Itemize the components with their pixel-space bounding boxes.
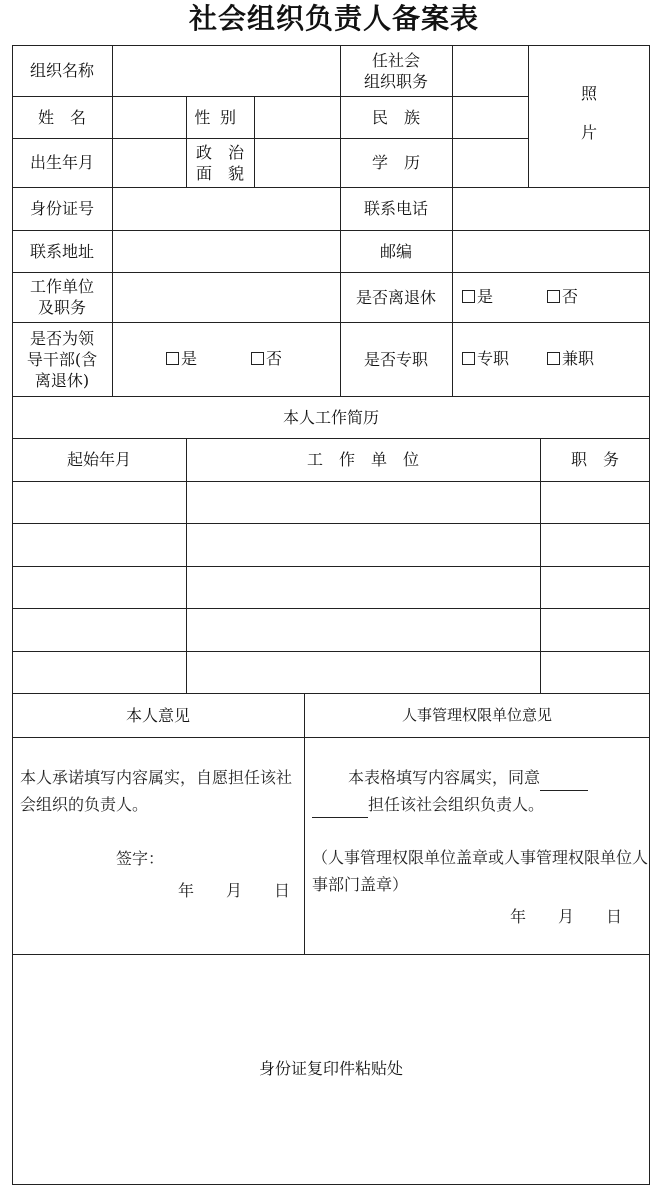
label-fulltime: 是否专职 bbox=[363, 349, 428, 369]
ethnicity-field[interactable] bbox=[452, 96, 528, 138]
label-org-name: 组织名称 bbox=[29, 61, 94, 80]
label-work-unit-line1: 工作单位 bbox=[29, 277, 94, 296]
self-date-label: 年 月 日 bbox=[178, 881, 291, 900]
form-title: 社会组织负责人备案表 bbox=[188, 2, 479, 35]
label-leader-line1: 是否为领 bbox=[29, 328, 94, 348]
agree-blank-1[interactable] bbox=[540, 772, 588, 791]
history-col-unit: 工 作 单 位 bbox=[306, 450, 419, 469]
checkbox-icon bbox=[166, 352, 179, 365]
history-cell-start-3[interactable] bbox=[12, 566, 186, 608]
history-cell-unit-5[interactable] bbox=[186, 651, 540, 693]
label-retired: 是否离退休 bbox=[355, 287, 436, 307]
history-cell-duty-2[interactable] bbox=[540, 523, 650, 566]
label-leader-line3: 离退休) bbox=[34, 370, 90, 390]
leader-yes-option[interactable] bbox=[166, 348, 197, 369]
fulltime-label: 专职 bbox=[477, 349, 510, 368]
history-cell-duty-5[interactable] bbox=[540, 651, 650, 693]
id-copy-area[interactable] bbox=[12, 954, 650, 1185]
label-name: 姓 名 bbox=[37, 107, 86, 127]
label-leader bbox=[12, 322, 112, 396]
gender-field[interactable] bbox=[254, 96, 340, 138]
history-cell-unit-1[interactable] bbox=[186, 481, 540, 523]
history-col-duty: 职 务 bbox=[570, 450, 619, 469]
fulltime-option[interactable] bbox=[462, 348, 509, 369]
label-work-unit-line2: 及职务 bbox=[37, 298, 86, 317]
label-leader-line2: 导干部(含 bbox=[26, 349, 98, 369]
id-number-field[interactable] bbox=[112, 187, 340, 230]
checkbox-icon bbox=[462, 352, 475, 365]
history-cell-duty-1[interactable] bbox=[540, 481, 650, 523]
label-id-number: 身份证号 bbox=[29, 199, 94, 218]
label-birth: 出生年月 bbox=[29, 153, 94, 172]
leader-no-option[interactable] bbox=[251, 348, 282, 369]
label-social-position-line1: 任社会 bbox=[371, 50, 420, 70]
sign-label: 签字： bbox=[116, 849, 165, 868]
agree-blank-2[interactable] bbox=[312, 799, 368, 818]
label-phone: 联系电话 bbox=[363, 199, 428, 218]
retired-yes-option[interactable] bbox=[462, 286, 493, 307]
history-cell-duty-3[interactable] bbox=[540, 566, 650, 608]
history-cell-start-5[interactable] bbox=[12, 651, 186, 693]
label-address: 联系地址 bbox=[29, 241, 94, 261]
label-social-position-line2: 组织职务 bbox=[363, 71, 428, 91]
parttime-option[interactable] bbox=[547, 348, 594, 369]
label-work-unit bbox=[12, 272, 112, 322]
history-cell-unit-4[interactable] bbox=[186, 608, 540, 651]
history-col-start: 起始年月 bbox=[66, 450, 131, 469]
checkbox-icon bbox=[547, 352, 560, 365]
photo-label-2: 片 bbox=[580, 123, 597, 142]
label-education: 学 历 bbox=[371, 153, 420, 172]
history-cell-unit-3[interactable] bbox=[186, 566, 540, 608]
label-social-position bbox=[340, 45, 452, 96]
label-gender bbox=[186, 96, 254, 138]
self-opinion-text: 本人承诺填写内容属实，自愿担任该社会组织的负责人。 bbox=[20, 768, 293, 814]
address-field[interactable] bbox=[112, 230, 340, 272]
leader-no-label: 否 bbox=[266, 349, 283, 368]
label-ethnicity: 民 族 bbox=[371, 107, 420, 127]
retired-no-label: 否 bbox=[562, 287, 579, 306]
leader-yes-label: 是 bbox=[181, 349, 198, 368]
political-field[interactable] bbox=[254, 138, 340, 187]
social-position-field[interactable] bbox=[452, 45, 528, 96]
photo-area[interactable] bbox=[528, 45, 650, 188]
checkbox-icon bbox=[462, 290, 475, 303]
label-gender-text: 性别 bbox=[194, 107, 246, 127]
hr-opinion-heading: 人事管理权限单位意见 bbox=[401, 705, 552, 724]
photo-label-1: 照 bbox=[580, 84, 597, 103]
hr-date-label: 年 月 日 bbox=[510, 907, 623, 926]
label-political-line1: 政 治 bbox=[195, 142, 244, 162]
phone-field[interactable] bbox=[452, 187, 650, 230]
history-cell-start-4[interactable] bbox=[12, 608, 186, 651]
label-political-line2: 面 貌 bbox=[195, 163, 244, 183]
checkbox-icon bbox=[251, 352, 264, 365]
label-postcode: 邮编 bbox=[379, 241, 412, 261]
parttime-label: 兼职 bbox=[562, 349, 595, 368]
education-field[interactable] bbox=[452, 138, 528, 187]
id-copy-label: 身份证复印件粘贴处 bbox=[258, 1059, 403, 1078]
hr-opinion-body bbox=[312, 764, 646, 818]
checkbox-icon bbox=[547, 290, 560, 303]
history-cell-start-1[interactable] bbox=[12, 481, 186, 523]
history-heading: 本人工作简历 bbox=[282, 407, 379, 427]
birth-field[interactable] bbox=[112, 138, 186, 187]
hr-opinion-text-1: 本表格填写内容属实，同意 bbox=[348, 768, 541, 787]
self-opinion-heading: 本人意见 bbox=[125, 705, 190, 725]
name-field[interactable] bbox=[112, 96, 186, 138]
retired-no-option[interactable] bbox=[547, 286, 578, 307]
history-cell-start-2[interactable] bbox=[12, 523, 186, 566]
hr-opinion-text-2: 担任该社会组织负责人。 bbox=[368, 795, 545, 814]
history-cell-unit-2[interactable] bbox=[186, 523, 540, 566]
retired-yes-label: 是 bbox=[477, 287, 494, 306]
work-unit-field[interactable] bbox=[112, 272, 340, 322]
history-cell-duty-4[interactable] bbox=[540, 608, 650, 651]
org-name-field[interactable] bbox=[112, 45, 340, 96]
label-political bbox=[186, 138, 254, 187]
hr-opinion-note: （人事管理权限单位盖章或人事管理权限单位人事部门盖章） bbox=[312, 848, 649, 894]
postcode-field[interactable] bbox=[452, 230, 650, 272]
